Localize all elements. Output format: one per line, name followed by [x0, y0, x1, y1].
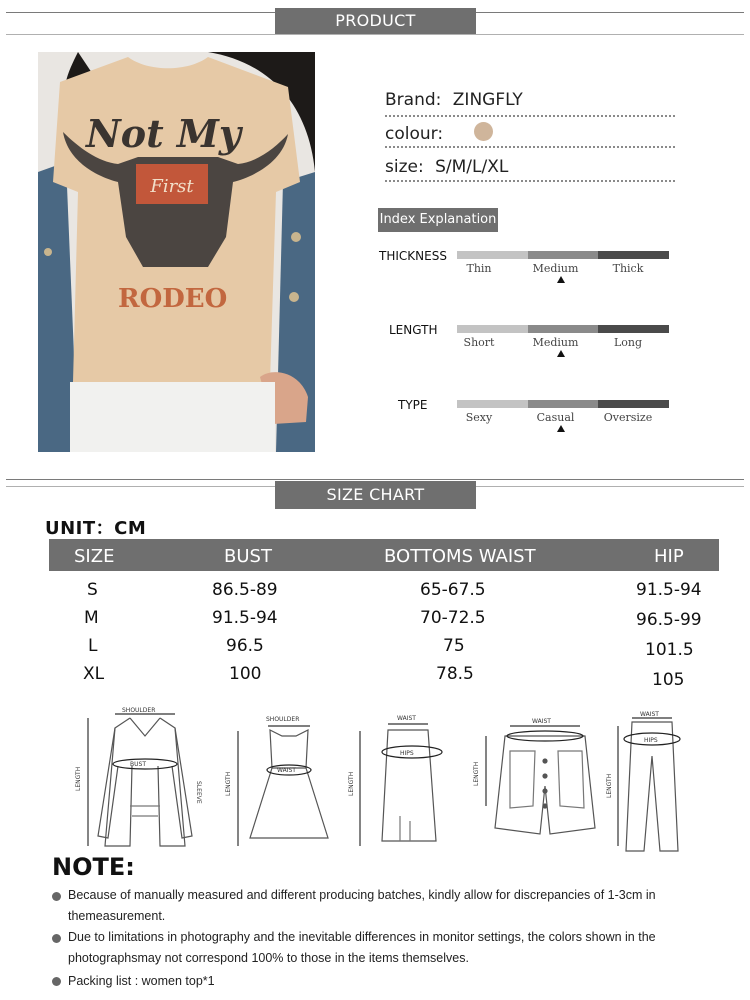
dress-waist-label: WAIST [277, 767, 296, 774]
measurement-diagrams [70, 706, 710, 856]
size-line [385, 157, 508, 177]
index-option-label: Sexy [465, 411, 493, 424]
jacket-sleeve-label: SLEEVE [195, 781, 202, 804]
table-cell: 91.5-94 [636, 580, 702, 600]
sizechart-rule-top [6, 479, 744, 480]
jacket-shoulder-label: SHOULDER [122, 707, 156, 714]
table-cell: 70-72.5 [420, 608, 486, 628]
size-chart-banner: SIZE CHART [275, 481, 476, 509]
table-cell: 96.5-99 [636, 610, 702, 630]
index-option-label: Thick [612, 262, 644, 275]
table-cell: 65-67.5 [420, 580, 486, 600]
note-item-1: Because of manually measured and different producing batches, kindly allow for discrepancies of 1-3cm in themeasurement. [68, 888, 656, 923]
pants-hips-label: HIPS [644, 737, 658, 744]
index-selected-marker [557, 276, 565, 283]
index-option-label: Casual [536, 411, 575, 424]
jacket-bust-label: BUST [130, 761, 146, 768]
table-cell: 100 [229, 664, 262, 684]
table-cell: 105 [652, 670, 685, 690]
size-value: S/M/L/XL [435, 157, 509, 177]
index-row-name: THICKNESS [379, 249, 447, 263]
index-bar-segment [528, 251, 599, 259]
skirt-length-label: LENGTH [348, 771, 355, 796]
index-explanation-title: Index Explanation [378, 208, 498, 232]
col-header-size: SIZE [74, 546, 115, 567]
pants-diagram [606, 711, 680, 851]
table-cell: XL [83, 664, 105, 684]
jacket-diagram [75, 707, 202, 846]
col-header-hip: HIP [654, 546, 684, 567]
col-header-bust: BUST [224, 546, 272, 567]
dress-shoulder-label: SHOULDER [266, 716, 300, 723]
table-cell: 78.5 [436, 664, 474, 684]
skirt-hips-label: HIPS [400, 750, 414, 757]
index-bar-segment [598, 251, 669, 259]
dress-diagram [225, 716, 328, 846]
table-cell: S [87, 580, 98, 600]
shorts-diagram [473, 718, 595, 834]
note-item-3: Packing list : women top*1 [68, 974, 215, 988]
shorts-waist-label: WAIST [532, 718, 551, 725]
index-bar-segment [457, 325, 528, 333]
colour-swatch [474, 122, 493, 141]
unit-label: UNIT：CM [45, 518, 147, 539]
pants-length-label: LENGTH [606, 773, 613, 798]
note-bullet [52, 977, 61, 986]
colour-line [385, 124, 443, 144]
col-header-bottoms-waist: BOTTOMS WAIST [384, 546, 536, 567]
note-bullet [52, 934, 61, 943]
colour-label: colour: [385, 124, 444, 144]
index-row-name: LENGTH [389, 323, 438, 337]
colour-divider [385, 146, 675, 148]
brand-value: ZINGFLY [452, 90, 523, 110]
note-bullet [52, 892, 61, 901]
table-cell: 75 [443, 636, 465, 656]
dress-length-label: LENGTH [225, 771, 232, 796]
brand-line [385, 90, 523, 110]
index-bar-segment [457, 400, 528, 408]
index-bar-segment [528, 400, 599, 408]
skirt-diagram [348, 715, 442, 846]
index-bar-segment [598, 400, 669, 408]
product-photo-illustration [38, 52, 315, 452]
index-option-label: Short [463, 336, 495, 349]
pants-waist-label: WAIST [640, 711, 659, 718]
table-cell: L [88, 636, 98, 656]
index-selected-marker [557, 350, 565, 357]
index-option-label: Medium [532, 336, 579, 349]
table-cell: 91.5-94 [212, 608, 278, 628]
index-bar-segment [598, 325, 669, 333]
table-cell: 101.5 [645, 640, 694, 660]
size-divider [385, 180, 675, 182]
index-option-label: Thin [466, 262, 492, 275]
brand-label: Brand: [385, 90, 442, 110]
jacket-length-label: LENGTH [75, 766, 82, 791]
print-text-line1: Not My [86, 111, 242, 156]
shorts-length-label: LENGTH [473, 761, 480, 786]
print-text-line2: RODEO [118, 284, 228, 314]
index-row-name: TYPE [398, 398, 428, 412]
skirt-waist-label: WAIST [397, 715, 416, 722]
index-option-label: Long [613, 336, 643, 349]
table-cell: M [84, 608, 99, 628]
index-option-label: Oversize [603, 411, 653, 424]
index-selected-marker [557, 425, 565, 432]
note-title: NOTE: [52, 853, 135, 881]
product-info-banner: PRODUCT INFORMATION [275, 8, 476, 34]
index-option-label: Medium [532, 262, 579, 275]
table-cell: 86.5-89 [212, 580, 278, 600]
size-label: size: [385, 157, 424, 177]
print-badge-text: First [150, 176, 194, 197]
note-item-2: Due to limitations in photography and the inevitable differences in monitor settings, the colors shown in the photographsmay not correspond 100% to those in the items themselves. [68, 930, 656, 965]
index-bar-segment [528, 325, 599, 333]
brand-divider [385, 115, 675, 117]
product-photo [38, 52, 315, 452]
table-cell: 96.5 [226, 636, 264, 656]
index-bar-segment [457, 251, 528, 259]
